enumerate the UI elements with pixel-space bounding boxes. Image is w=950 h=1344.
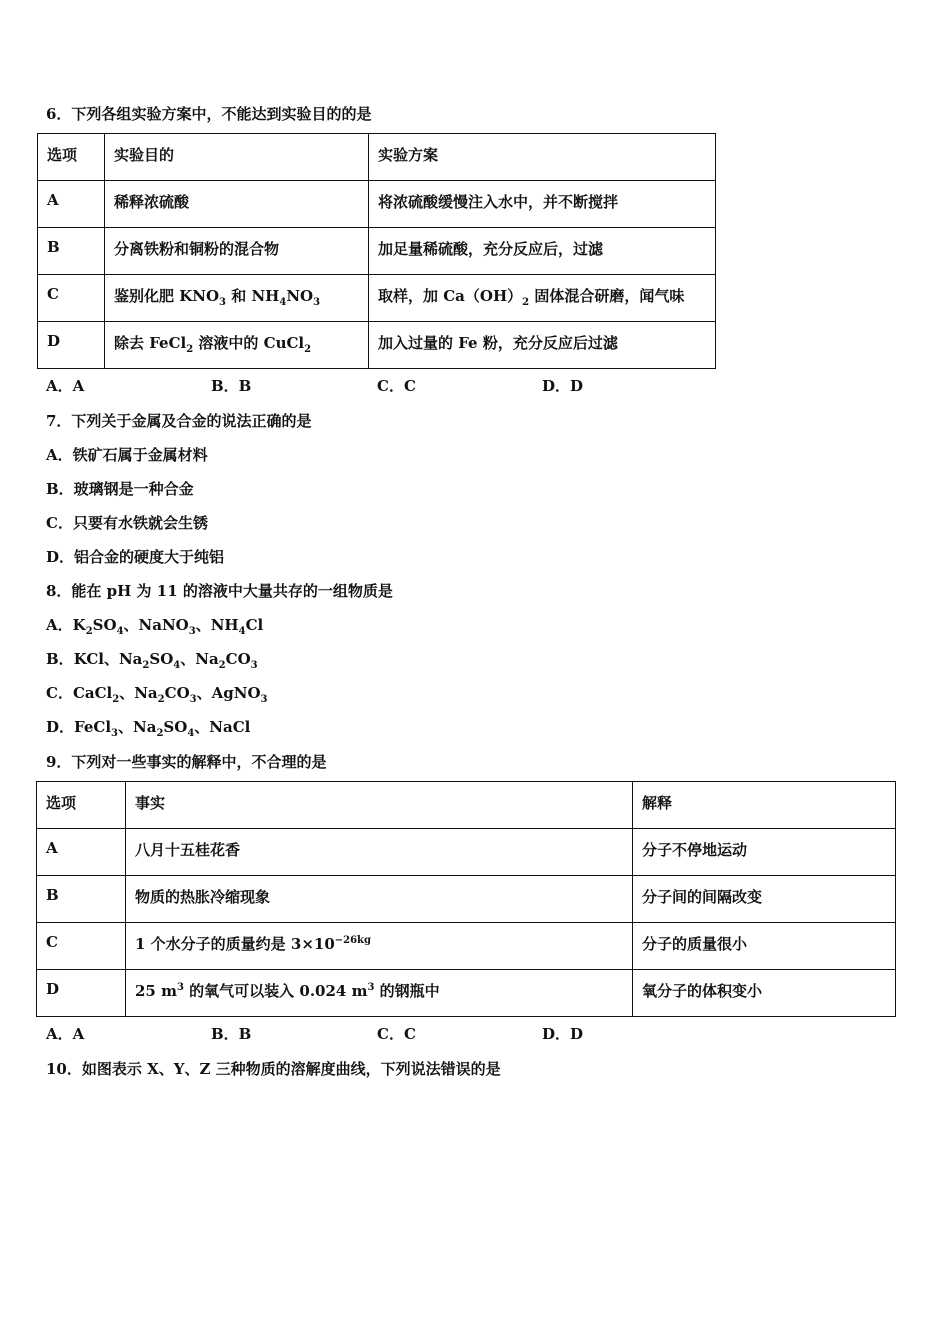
row-option: C: [37, 923, 126, 970]
row-purpose: 鉴别化肥 $KNO_3$ 和 $NH_4NO_3$: [105, 275, 369, 322]
q8-stem: 8．能在 pH 为 11 的溶液中大量共存的一组物质是: [46, 582, 393, 600]
row-plan: 取样，加 $Ca(OH)_2$ 固体混合研磨，闻气味: [369, 275, 716, 322]
formula-text: 、Na: [119, 684, 158, 702]
answer-option-b[interactable]: B．B: [211, 1025, 252, 1043]
formula-text: 、NaNO: [123, 616, 189, 634]
table-header-row: [38, 134, 716, 181]
table-row: [37, 876, 896, 923]
row-explanation: 分子间的间隔改变: [633, 876, 896, 923]
answer-option-d[interactable]: D．D: [542, 377, 584, 395]
formula-subscript: 2: [142, 660, 150, 671]
row-plan: 加入过量的 Fe 粉，充分反应后过滤: [369, 322, 716, 369]
answer-option-c[interactable]: C．C: [377, 377, 416, 395]
formula-subscript: 2: [112, 694, 120, 705]
formula-text: 、Na: [180, 650, 219, 668]
formula-text: 、NH: [195, 616, 239, 634]
formula-text: SO: [149, 650, 174, 668]
row-purpose: 稀释浓硫酸: [105, 181, 369, 228]
q10-stem: 10．如图表示 X、Y、Z 三种物质的溶解度曲线，下列说法错误的是: [46, 1060, 501, 1078]
formula-subscript: 4: [238, 626, 246, 637]
formula-text: CaCl: [72, 684, 113, 702]
row-option: C: [38, 275, 105, 322]
row-fact: 1 个水分子的质量约是 $3\times 10^{-26kg}$: [126, 923, 633, 970]
answer-option-a[interactable]: A．A: [46, 377, 85, 395]
row-fact: 八月十五桂花香: [126, 829, 633, 876]
formula-subscript: 4: [173, 660, 181, 671]
formula-subscript: 2: [157, 694, 165, 705]
option-label: A．: [46, 616, 73, 634]
row-fact: 物质的热胀冷缩现象: [126, 876, 633, 923]
row-option: B: [38, 228, 105, 275]
q7-option-c[interactable]: C．只要有水铁就会生锈: [46, 514, 208, 532]
row-plan: 加足量稀硫酸，充分反应后，过滤: [369, 228, 716, 275]
q7-option-a[interactable]: A．铁矿石属于金属材料: [46, 446, 208, 464]
table-row: [37, 970, 896, 1017]
table-row: [37, 923, 896, 970]
row-fact: 25 $m^3$ 的氧气可以装入 0.024 $m^3$ 的钢瓶中: [126, 970, 633, 1017]
row-purpose: 分离铁粉和铜粉的混合物: [105, 228, 369, 275]
formula-subscript: 3: [260, 694, 268, 705]
table-row: [38, 322, 716, 369]
q6-table: [37, 133, 716, 369]
formula-text: Cl: [245, 616, 264, 634]
table-row: [37, 829, 896, 876]
q6-stem: 6．下列各组实验方案中，不能达到实验目的的是: [46, 105, 372, 123]
header-fact: 事实: [126, 782, 633, 829]
answer-option-c[interactable]: C．C: [377, 1025, 416, 1043]
q8-option-b[interactable]: [46, 648, 258, 671]
formula-subscript: 2: [156, 728, 164, 739]
formula-subscript: 3: [188, 626, 196, 637]
row-purpose: 除去 FeCl$_2$ 溶液中的 CuCl$_2$: [105, 322, 369, 369]
q8-option-c[interactable]: [46, 682, 267, 705]
formula-text: 、Na: [118, 718, 157, 736]
answer-option-a[interactable]: A．A: [46, 1025, 85, 1043]
row-explanation: 分子的质量很小: [633, 923, 896, 970]
row-option: D: [37, 970, 126, 1017]
table-row: [38, 181, 716, 228]
formula-text: 、NaCl: [194, 718, 251, 736]
formula-subscript: 3: [250, 660, 258, 671]
formula-subscript: 3: [189, 694, 197, 705]
formula-text: K: [72, 616, 86, 634]
formula-text: CO: [225, 650, 251, 668]
row-plan: 将浓硫酸缓慢注入水中，并不断搅拌: [369, 181, 716, 228]
option-label: C．: [46, 684, 73, 702]
formula-subscript: 4: [116, 626, 124, 637]
row-option: B: [37, 876, 126, 923]
q9-table: [36, 781, 896, 1017]
formula-subscript: 2: [85, 626, 93, 637]
answer-option-b[interactable]: B．B: [211, 377, 252, 395]
formula-text: 、AgNO: [196, 684, 261, 702]
header-option: 选项: [38, 134, 105, 181]
row-option: A: [37, 829, 126, 876]
header-plan: 实验方案: [369, 134, 716, 181]
q7-option-b[interactable]: B．玻璃钢是一种合金: [46, 480, 194, 498]
q8-option-a[interactable]: [46, 614, 263, 637]
answer-option-d[interactable]: D．D: [542, 1025, 584, 1043]
row-explanation: 分子不停地运动: [633, 829, 896, 876]
formula-text: SO: [163, 718, 188, 736]
formula-text: KCl、Na: [73, 650, 143, 668]
formula-text: FeCl: [74, 718, 112, 736]
header-option: 选项: [37, 782, 126, 829]
table-row: [38, 228, 716, 275]
formula-subscript: 2: [218, 660, 226, 671]
q8-option-d[interactable]: [46, 716, 250, 739]
table-header-row: [37, 782, 896, 829]
formula-text: CO: [164, 684, 190, 702]
formula-subscript: 3: [111, 728, 118, 739]
q7-stem: 7．下列关于金属及合金的说法正确的是: [46, 412, 312, 430]
q9-stem: 9．下列对一些事实的解释中，不合理的是: [46, 753, 327, 771]
q7-option-d[interactable]: D．铝合金的硬度大于纯铝: [46, 548, 225, 566]
option-label: B．: [46, 650, 74, 668]
row-option: A: [38, 181, 105, 228]
option-label: D．: [46, 718, 75, 736]
table-row: [38, 275, 716, 322]
header-explanation: 解释: [633, 782, 896, 829]
formula-text: SO: [92, 616, 117, 634]
formula-subscript: 4: [187, 728, 195, 739]
header-purpose: 实验目的: [105, 134, 369, 181]
row-option: D: [38, 322, 105, 369]
row-explanation: 氧分子的体积变小: [633, 970, 896, 1017]
